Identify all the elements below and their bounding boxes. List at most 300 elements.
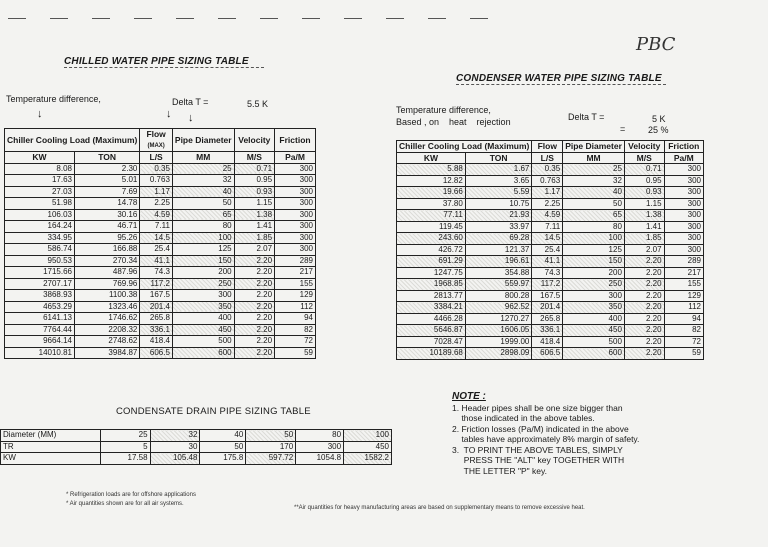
- table-cell: 80: [296, 430, 344, 442]
- table-cell: 30.16: [75, 209, 140, 221]
- table-cell: 125: [172, 244, 234, 256]
- table-row: [397, 244, 704, 256]
- table-cell: 0.71: [234, 163, 274, 175]
- table-cell: 100: [344, 430, 392, 442]
- table-cell: 418.4: [532, 336, 563, 348]
- table-cell: 0.93: [234, 186, 274, 198]
- table-cell: 1582.2: [344, 453, 392, 465]
- header-marks: [8, 6, 548, 24]
- table-cell: 2.20: [624, 325, 664, 337]
- table-cell: 300: [275, 175, 316, 187]
- table-cell: 10.75: [465, 198, 532, 210]
- table-cell: 3384.21: [397, 302, 466, 314]
- table-cell: 250: [563, 279, 625, 291]
- header-flow-sub: (MAX): [147, 143, 165, 149]
- table-cell: 265.8: [140, 313, 173, 325]
- table-cell: 129: [275, 290, 316, 302]
- table-cell: 450: [344, 441, 392, 453]
- table-cell: 1.67: [465, 164, 532, 176]
- table-cell: 167.5: [140, 290, 173, 302]
- table-cell: Diameter (MM): [1, 430, 101, 442]
- table-cell: 167.5: [532, 290, 563, 302]
- condenser-temp-label: Temperature difference,: [396, 105, 491, 115]
- table-cell: 0.71: [624, 164, 664, 176]
- table-row: [5, 313, 316, 325]
- table-row: [5, 232, 316, 244]
- table-cell: 300: [563, 290, 625, 302]
- table-cell: 2.20: [234, 336, 274, 348]
- table-cell: 300: [664, 210, 703, 222]
- table-cell: 600: [172, 347, 234, 359]
- table-cell: 51.98: [5, 198, 75, 210]
- table-row: [5, 290, 316, 302]
- table-cell: 300: [172, 290, 234, 302]
- condenser-title: CONDENSER WATER PIPE SIZING TABLE: [456, 73, 666, 85]
- table-cell: 50: [246, 430, 296, 442]
- table-cell: 1.85: [624, 233, 664, 245]
- table-cell: 559.97: [465, 279, 532, 291]
- table-cell: 487.96: [75, 267, 140, 279]
- table-cell: 155: [664, 279, 703, 291]
- table-row: [5, 175, 316, 187]
- sub-ms: M/S: [624, 152, 664, 164]
- table-cell: 5646.87: [397, 325, 466, 337]
- table-cell: 0.763: [532, 175, 563, 187]
- table-cell: 1247.75: [397, 267, 466, 279]
- table-row: [1, 430, 392, 442]
- table-cell: 500: [563, 336, 625, 348]
- table-cell: 7.11: [532, 221, 563, 233]
- sub-ms: M/S: [234, 152, 274, 164]
- table-cell: 300: [275, 221, 316, 233]
- table-row: [397, 198, 704, 210]
- sub-pam: Pa/M: [275, 152, 316, 164]
- table-cell: 300: [664, 233, 703, 245]
- note-line: PRESS THE "ALT" key TOGETHER WITH: [452, 455, 625, 465]
- table-cell: 5.59: [465, 187, 532, 199]
- table-cell: 14010.81: [5, 347, 75, 359]
- table-cell: 2.20: [624, 348, 664, 360]
- table-cell: 2813.77: [397, 290, 466, 302]
- table-cell: KW: [1, 453, 101, 465]
- table-cell: 2.20: [234, 278, 274, 290]
- table-cell: 265.8: [532, 313, 563, 325]
- sub-kw: KW: [397, 152, 466, 164]
- table-cell: 1.38: [234, 209, 274, 221]
- header-pipe: Pipe Diameter: [172, 129, 234, 152]
- arrow-icon: ↓: [166, 108, 172, 120]
- table-cell: 164.24: [5, 221, 75, 233]
- table-cell: 2.20: [234, 324, 274, 336]
- table-cell: 2.20: [624, 313, 664, 325]
- note-line: tables have approximately 8% margin of safety.: [452, 434, 640, 444]
- notes-block: [452, 392, 742, 476]
- table-cell: 2.20: [624, 279, 664, 291]
- table-cell: 2.20: [234, 255, 274, 267]
- table-cell: 7764.44: [5, 324, 75, 336]
- sub-mm: MM: [172, 152, 234, 164]
- table-cell: 217: [664, 267, 703, 279]
- table-cell: 2748.62: [75, 336, 140, 348]
- table-cell: 65: [563, 210, 625, 222]
- table-cell: 5: [100, 441, 150, 453]
- table-cell: 40: [563, 187, 625, 199]
- condensate-title: CONDENSATE DRAIN PIPE SIZING TABLE: [116, 406, 311, 417]
- table-cell: 25: [172, 163, 234, 175]
- table-row: [5, 324, 316, 336]
- table-cell: 0.763: [140, 175, 173, 187]
- table-cell: 17.58: [100, 453, 150, 465]
- table-cell: 950.53: [5, 255, 75, 267]
- condenser-delta-label: Delta T =: [568, 112, 605, 122]
- table-cell: 243.60: [397, 233, 466, 245]
- table-cell: 17.63: [5, 175, 75, 187]
- table-cell: 1323.46: [75, 301, 140, 313]
- table-cell: 2898.09: [465, 348, 532, 360]
- table-cell: 27.03: [5, 186, 75, 198]
- table-cell: 500: [172, 336, 234, 348]
- chilled-temp-label: Temperature difference,: [6, 94, 101, 104]
- table-cell: 155: [275, 278, 316, 290]
- header-load: Chiller Cooling Load (Maximum): [397, 141, 532, 153]
- table-row: [1, 453, 392, 465]
- table-cell: 41.1: [140, 255, 173, 267]
- condenser-delta-value: 5 K: [652, 114, 666, 124]
- table-cell: 600: [563, 348, 625, 360]
- table-row: [5, 209, 316, 221]
- table-cell: 3868.93: [5, 290, 75, 302]
- table-row: [397, 348, 704, 360]
- table-cell: 606.5: [532, 348, 563, 360]
- table-cell: 4.59: [532, 210, 563, 222]
- table-cell: 119.45: [397, 221, 466, 233]
- header-pipe: Pipe Diameter: [563, 141, 625, 153]
- table-row: [397, 256, 704, 268]
- table-row: [397, 210, 704, 222]
- table-cell: 32: [150, 430, 200, 442]
- table-cell: 150: [563, 256, 625, 268]
- footnote-left-1: * Refrigeration loads are for offshore applications: [66, 492, 196, 498]
- table-cell: 12.82: [397, 175, 466, 187]
- table-cell: 4653.29: [5, 301, 75, 313]
- table-cell: 1999.00: [465, 336, 532, 348]
- table-row: [1, 441, 392, 453]
- table-cell: 2.20: [234, 290, 274, 302]
- table-row: [397, 267, 704, 279]
- table-cell: 1054.8: [296, 453, 344, 465]
- note-line: 3. TO PRINT THE ABOVE TABLES, SIMPLY: [452, 444, 623, 455]
- table-cell: 300: [664, 175, 703, 187]
- header-flow: Flow: [532, 141, 563, 153]
- table-cell: 769.96: [75, 278, 140, 290]
- table-cell: 0.95: [624, 175, 664, 187]
- table-cell: 170: [246, 441, 296, 453]
- footnote-right: **Air quantities for heavy manufacturing areas are based on supplementary means to remove excessive heat.: [294, 505, 585, 511]
- table-row: [5, 244, 316, 256]
- table-cell: 300: [275, 232, 316, 244]
- table-cell: 400: [563, 313, 625, 325]
- table-cell: 450: [172, 324, 234, 336]
- table-cell: 50: [563, 198, 625, 210]
- table-cell: 1.15: [234, 198, 274, 210]
- table-cell: 25: [563, 164, 625, 176]
- table-cell: 1715.66: [5, 267, 75, 279]
- table-cell: 2.20: [624, 290, 664, 302]
- table-cell: 14.78: [75, 198, 140, 210]
- table-cell: 201.4: [140, 301, 173, 313]
- condenser-water-table: [396, 140, 704, 360]
- table-cell: 105.48: [150, 453, 200, 465]
- table-cell: 300: [664, 164, 703, 176]
- table-cell: 125: [563, 244, 625, 256]
- header-friction: Friction: [664, 141, 703, 153]
- table-cell: 9664.14: [5, 336, 75, 348]
- table-cell: 129: [664, 290, 703, 302]
- table-row: [397, 164, 704, 176]
- table-cell: 150: [172, 255, 234, 267]
- table-cell: 418.4: [140, 336, 173, 348]
- table-cell: 14.5: [140, 232, 173, 244]
- table-cell: 354.88: [465, 267, 532, 279]
- table-cell: 117.2: [532, 279, 563, 291]
- header-velocity: Velocity: [624, 141, 664, 153]
- table-cell: 800.28: [465, 290, 532, 302]
- note-line: THE LETTER "P" key.: [452, 465, 547, 476]
- table-cell: 175.8: [200, 453, 246, 465]
- table-cell: 336.1: [532, 325, 563, 337]
- table-cell: 217: [275, 267, 316, 279]
- table-cell: 121.37: [465, 244, 532, 256]
- table-cell: 50: [172, 198, 234, 210]
- table-cell: 2.20: [234, 267, 274, 279]
- chilled-water-table: [4, 128, 316, 359]
- table-cell: 962.52: [465, 302, 532, 314]
- table-cell: 1.41: [234, 221, 274, 233]
- table-cell: 336.1: [140, 324, 173, 336]
- condensate-drain-table: [0, 429, 392, 465]
- table-row: [397, 313, 704, 325]
- table-cell: 59: [664, 348, 703, 360]
- table-cell: 334.95: [5, 232, 75, 244]
- table-row: [397, 336, 704, 348]
- table-cell: 2208.32: [75, 324, 140, 336]
- notes-heading: NOTE :: [452, 391, 486, 402]
- table-cell: 400: [172, 313, 234, 325]
- table-cell: 300: [275, 163, 316, 175]
- table-row: [5, 255, 316, 267]
- table-cell: 201.4: [532, 302, 563, 314]
- table-cell: 196.61: [465, 256, 532, 268]
- table-cell: 2.25: [532, 198, 563, 210]
- table-cell: 30: [150, 441, 200, 453]
- sub-pam: Pa/M: [664, 152, 703, 164]
- table-cell: 7.69: [75, 186, 140, 198]
- table-cell: 350: [172, 301, 234, 313]
- table-cell: 94: [275, 313, 316, 325]
- table-cell: 106.03: [5, 209, 75, 221]
- chilled-delta-label: Delta T =: [172, 97, 209, 107]
- table-cell: 5.01: [75, 175, 140, 187]
- table-cell: 300: [664, 221, 703, 233]
- table-cell: 7028.47: [397, 336, 466, 348]
- table-cell: 350: [563, 302, 625, 314]
- table-cell: 166.88: [75, 244, 140, 256]
- table-cell: 1100.38: [75, 290, 140, 302]
- table-cell: TR: [1, 441, 101, 453]
- table-cell: 74.3: [140, 267, 173, 279]
- table-cell: 112: [664, 302, 703, 314]
- table-cell: 1.41: [624, 221, 664, 233]
- table-cell: 270.34: [75, 255, 140, 267]
- table-cell: 1968.85: [397, 279, 466, 291]
- table-row: [397, 290, 704, 302]
- table-cell: 0.95: [234, 175, 274, 187]
- table-cell: 289: [275, 255, 316, 267]
- table-cell: 37.80: [397, 198, 466, 210]
- table-cell: 40: [200, 430, 246, 442]
- table-cell: 65: [172, 209, 234, 221]
- header-load: Chiller Cooling Load (Maximum): [5, 129, 140, 152]
- table-cell: 117.2: [140, 278, 173, 290]
- table-cell: 0.35: [140, 163, 173, 175]
- header-velocity: Velocity: [234, 129, 274, 152]
- table-cell: 200: [563, 267, 625, 279]
- chilled-delta-value: 5.5 K: [247, 99, 269, 109]
- table-cell: 50: [200, 441, 246, 453]
- table-cell: 300: [664, 198, 703, 210]
- table-row: [5, 186, 316, 198]
- header-flow-label: Flow: [146, 129, 166, 139]
- table-cell: 597.72: [246, 453, 296, 465]
- table-cell: 289: [664, 256, 703, 268]
- table-cell: 2.20: [234, 301, 274, 313]
- table-cell: 10189.68: [397, 348, 466, 360]
- note-line: 1. Header pipes shall be one size bigger than: [452, 402, 623, 413]
- table-cell: 300: [296, 441, 344, 453]
- sub-mm: MM: [563, 152, 625, 164]
- table-cell: 112: [275, 301, 316, 313]
- table-cell: 200: [172, 267, 234, 279]
- table-cell: 7.11: [140, 221, 173, 233]
- table-cell: 94: [664, 313, 703, 325]
- sub-ton: TON: [75, 152, 140, 164]
- table-cell: 41.1: [532, 256, 563, 268]
- table-cell: 59: [275, 347, 316, 359]
- table-cell: 4466.28: [397, 313, 466, 325]
- table-cell: 2707.17: [5, 278, 75, 290]
- table-cell: 2.20: [624, 256, 664, 268]
- table-cell: 82: [664, 325, 703, 337]
- sub-ls: L/S: [140, 152, 173, 164]
- table-cell: 100: [172, 232, 234, 244]
- table-cell: 25: [100, 430, 150, 442]
- table-row: [397, 221, 704, 233]
- table-row: [5, 278, 316, 290]
- table-cell: 5.88: [397, 164, 466, 176]
- table-cell: 82: [275, 324, 316, 336]
- table-row: [397, 279, 704, 291]
- table-cell: 0.35: [532, 164, 563, 176]
- table-cell: 586.74: [5, 244, 75, 256]
- table-row: [397, 233, 704, 245]
- table-cell: 300: [275, 244, 316, 256]
- table-cell: 300: [664, 187, 703, 199]
- table-cell: 40: [172, 186, 234, 198]
- arrow-icon: ↓: [37, 108, 43, 120]
- table-row: [397, 175, 704, 187]
- table-cell: 69.28: [465, 233, 532, 245]
- table-cell: 100: [563, 233, 625, 245]
- footnote-left-2: * Air quantities shown are for all air systems.: [66, 501, 184, 507]
- table-cell: 606.5: [140, 347, 173, 359]
- table-cell: 8.08: [5, 163, 75, 175]
- table-cell: 95.26: [75, 232, 140, 244]
- table-row: [5, 336, 316, 348]
- table-cell: 1746.62: [75, 313, 140, 325]
- table-cell: 2.30: [75, 163, 140, 175]
- table-cell: 4.59: [140, 209, 173, 221]
- table-cell: 300: [275, 209, 316, 221]
- sub-ls: L/S: [532, 152, 563, 164]
- table-row: [5, 221, 316, 233]
- table-cell: 14.5: [532, 233, 563, 245]
- table-cell: 0.93: [624, 187, 664, 199]
- table-cell: 3.65: [465, 175, 532, 187]
- table-cell: 2.07: [234, 244, 274, 256]
- condenser-pct: 25 %: [648, 125, 669, 135]
- condenser-basis-label: Based , on heat rejection: [396, 117, 511, 127]
- table-cell: 426.72: [397, 244, 466, 256]
- table-cell: 450: [563, 325, 625, 337]
- table-cell: 80: [563, 221, 625, 233]
- table-cell: 2.20: [234, 347, 274, 359]
- condenser-eq: =: [620, 124, 626, 134]
- table-row: [5, 267, 316, 279]
- table-cell: 77.11: [397, 210, 466, 222]
- table-cell: 1.17: [532, 187, 563, 199]
- table-cell: 46.71: [75, 221, 140, 233]
- table-cell: 32: [563, 175, 625, 187]
- table-cell: 3984.87: [75, 347, 140, 359]
- note-line: 2. Friction losses (Pa/M) indicated in the above: [452, 423, 629, 434]
- arrow-icon: ↓: [188, 112, 194, 124]
- table-row: [5, 301, 316, 313]
- table-cell: 300: [275, 198, 316, 210]
- table-cell: 1606.05: [465, 325, 532, 337]
- table-cell: 250: [172, 278, 234, 290]
- table-cell: 1.15: [624, 198, 664, 210]
- table-row: [5, 198, 316, 210]
- table-cell: 32: [172, 175, 234, 187]
- table-cell: 1270.27: [465, 313, 532, 325]
- table-row: [397, 187, 704, 199]
- table-cell: 72: [664, 336, 703, 348]
- sub-ton: TON: [465, 152, 532, 164]
- table-cell: 2.20: [234, 313, 274, 325]
- note-line: those indicated in the above tables.: [452, 413, 595, 423]
- header-friction: Friction: [275, 129, 316, 152]
- table-cell: 300: [664, 244, 703, 256]
- table-cell: 6141.13: [5, 313, 75, 325]
- table-cell: 1.38: [624, 210, 664, 222]
- table-row: [5, 347, 316, 359]
- header-flow: [140, 129, 173, 152]
- table-cell: 80: [172, 221, 234, 233]
- table-cell: 33.97: [465, 221, 532, 233]
- table-row: [397, 325, 704, 337]
- table-cell: 25.4: [532, 244, 563, 256]
- table-cell: 25.4: [140, 244, 173, 256]
